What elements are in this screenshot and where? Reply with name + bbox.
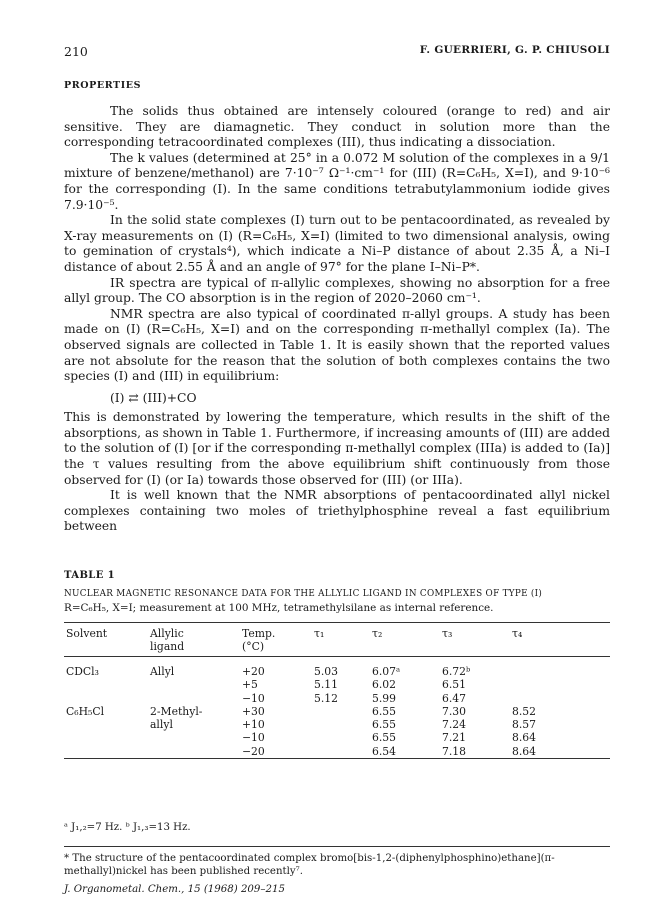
table-row: C₆H₅Cl 2-Methyl- +30 6.55 7.30 8.52 <box>66 704 537 718</box>
section-heading: PROPERTIES <box>64 80 142 91</box>
paragraph-nmr: NMR spectra are also typical of coordinated π-allyl groups. A study has been made on (I) (R=C₆H₅, X=I) and on the corresponding π-methallyl complex (Ia). The observed signals are collected in Table 1. It is easily shown that the reported values are not absolute for the reason that the solution of both complexes contains the two species (I) and (III) in equilibrium: <box>64 306 610 384</box>
table-header-row <box>64 623 610 657</box>
table-row: allyl +10 6.55 7.24 8.57 <box>150 718 537 732</box>
col-ligand: Allylic ligand <box>150 627 185 653</box>
page-number: 210 <box>64 44 88 59</box>
table-row: −10 6.55 7.21 8.64 <box>242 731 537 745</box>
paragraph-k-values: The k values (determined at 25° in a 0.072 M solution of the complexes in a 9/1 mixture of benzene/methanol) are 7·10⁻⁷ Ω⁻¹·cm⁻¹ for (III) (R=C₆H₅, X=I), and 9·10⁻⁶ for the corresponding (I). In the same conditions tetrabutylammonium iodide gives 7.9·10⁻⁵. <box>64 150 610 212</box>
table-notes: ᵃ J₁,₂=7 Hz. ᵇ J₁,₃=13 Hz. <box>64 822 191 833</box>
table-caption-line1: NUCLEAR MAGNETIC RESONANCE DATA FOR THE ALLYLIC LIGAND IN COMPLEXES OF TYPE (I) <box>64 589 543 599</box>
col-solvent: Solvent <box>66 627 108 640</box>
paragraph-ir: IR spectra are typical of π-allylic complexes, showing no absorption for a free allyl group. The CO absorption is in the region of 2020–2060 cm⁻¹. <box>64 275 610 306</box>
table-row: CDCl₃ Allyl +20 5.03 6.07ᵃ 6.72ᵇ <box>66 665 471 678</box>
table-row: −10 5.12 5.99 6.47 <box>242 691 467 705</box>
table-row: +5 5.11 6.02 6.51 <box>242 678 467 692</box>
footnote: * The structure of the pentacoordinated complex bromo[bis-1,2-(diphenylphosphino)ethane](π-methallyl)nickel has been published recently⁷. <box>64 853 555 877</box>
nmr-table <box>64 622 610 759</box>
col-tau4: τ₄ <box>512 627 523 640</box>
paragraph-properties: The solids thus obtained are intensely coloured (orange to red) and air sensitive. They are diamagnetic. They conduct in solution more than the corresponding tetracoordinated complexes (III), thus indicating a dissociation. <box>64 104 610 150</box>
table-caption <box>64 588 610 615</box>
col-tau1: τ₁ <box>314 627 325 640</box>
table-row: −20 6.54 7.18 8.64 <box>64 745 610 759</box>
running-authors: F. GUERRIERI, G. P. CHIUSOLI <box>419 44 610 56</box>
equilibrium-equation: (I) ⇄ (III)+CO <box>110 390 197 405</box>
col-temp: Temp. (°C) <box>242 627 276 653</box>
paragraph-demonstration: This is demonstrated by lowering the temperature, which results in the shift of the absorptions, as shown in Table 1. Furthermore, if increasing amounts of (III) are added to the solution of (I) [or if the corresponding π-methallyl complex (IIIa) is added to (Ia)] the τ values resulting from the above equilibrium shift continuously from those observed for (I) (or Ia) towards those observed for (III) (or IIIa). <box>64 410 610 487</box>
table-title: TABLE 1 <box>64 570 115 581</box>
body-text <box>64 104 610 535</box>
table-caption-line2: R=C₆H₅, X=I; measurement at 100 MHz, tetramethylsilane as internal reference. <box>64 601 494 614</box>
paragraph-allyl-nickel: It is well known that the NMR absorptions of pentacoordinated allyl nickel complexes containing two moles of triethylphosphine reveal a fast equilibrium between <box>64 488 610 534</box>
col-tau2: τ₂ <box>372 627 383 640</box>
col-tau3: τ₃ <box>442 627 453 640</box>
footnote-divider <box>64 846 610 847</box>
journal-reference: J. Organometal. Chem., 15 (1968) 209–215 <box>64 884 285 895</box>
paragraph-solid-state: In the solid state complexes (I) turn out to be pentacoordinated, as revealed by X-ray measurements on (I) (R=C₆H₅, X=I) (limited to two dimensional analysis, owing to gemination of crystals⁴), which indicate a Ni–P distance of about 2.35 Å, a Ni–I distance of about 2.55 Å and an angle of 97° for the plane I–Ni–P*. <box>64 213 610 274</box>
